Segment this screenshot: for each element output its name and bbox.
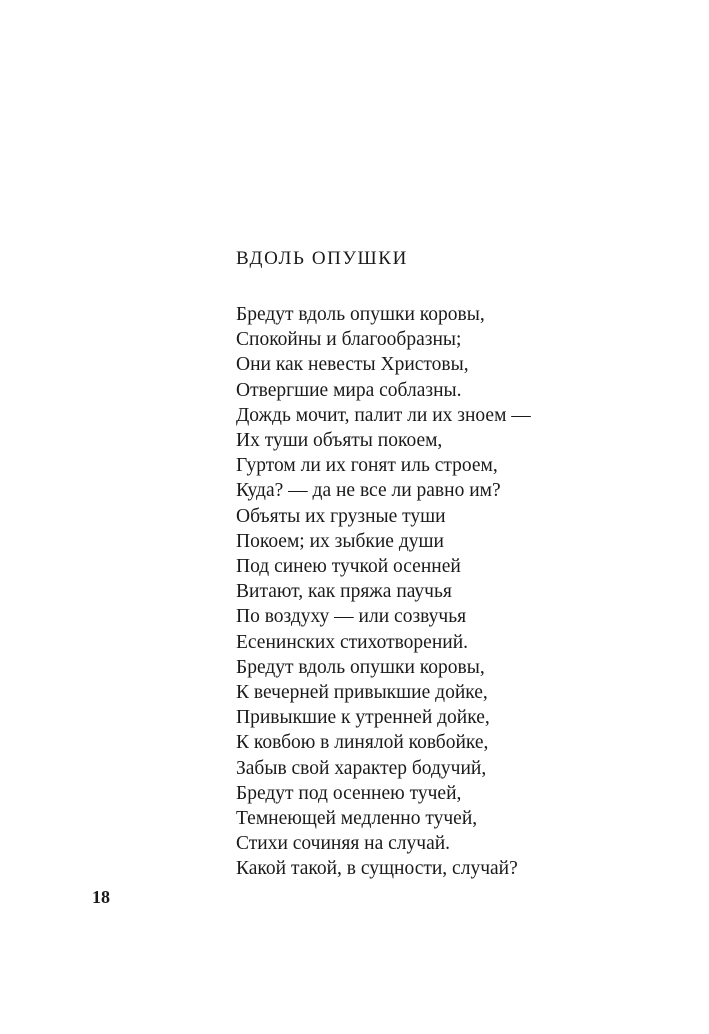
poem-line: Их туши объяты покоем, [236,430,443,452]
poem-line: Бредут вдоль опушки коровы, [236,304,485,325]
poem-line: Привыкшие к утренней дойке, [236,707,490,729]
poem-line: К вечерней привыкшие дойке, [236,682,488,704]
poem-line: Темнеющей медленно тучей, [236,808,478,830]
poem-line: Покоем; их зыбкие души [236,530,444,552]
poem-line: Забыв свой характер бодучий, [236,757,487,779]
poem-line: По воздуху — или созвучья [236,606,467,628]
poem-line: Бредут под осеннею тучей, [236,782,462,804]
poem-line: Они как невесты Христовы, [236,354,469,376]
poem-line: Объяты их грузные туши [236,505,446,527]
poem [236,246,696,882]
poem-line: К ковбою в линялой ковбойке, [236,732,489,754]
poem-title: ВДОЛЬ ОПУШКИ [236,248,408,269]
poem-line: Гуртом ли их гонят иль строем, [236,455,498,477]
poem-line: Стихи сочиняя на случай. [236,833,451,855]
poem-line: Есенинских стихотворений. [236,631,469,653]
poem-line: Витают, как пряжа паучья [236,581,452,603]
poem-line: Под синею тучкой осенней [236,556,461,578]
poem-line: Спокойны и благообразны; [236,329,462,351]
page-number: 18 [92,887,110,907]
poem-line: Какой такой, в сущности, случай? [236,858,518,880]
poem-line: Куда? — да не все ли равно им? [236,480,501,502]
poem-line: Отвергшие мира соблазны. [236,379,462,401]
poem-line: Бредут вдоль опушки коровы, [236,656,485,678]
poem-line: Дождь мочит, палит ли их зноем — [236,404,531,426]
poem-body [236,302,696,882]
